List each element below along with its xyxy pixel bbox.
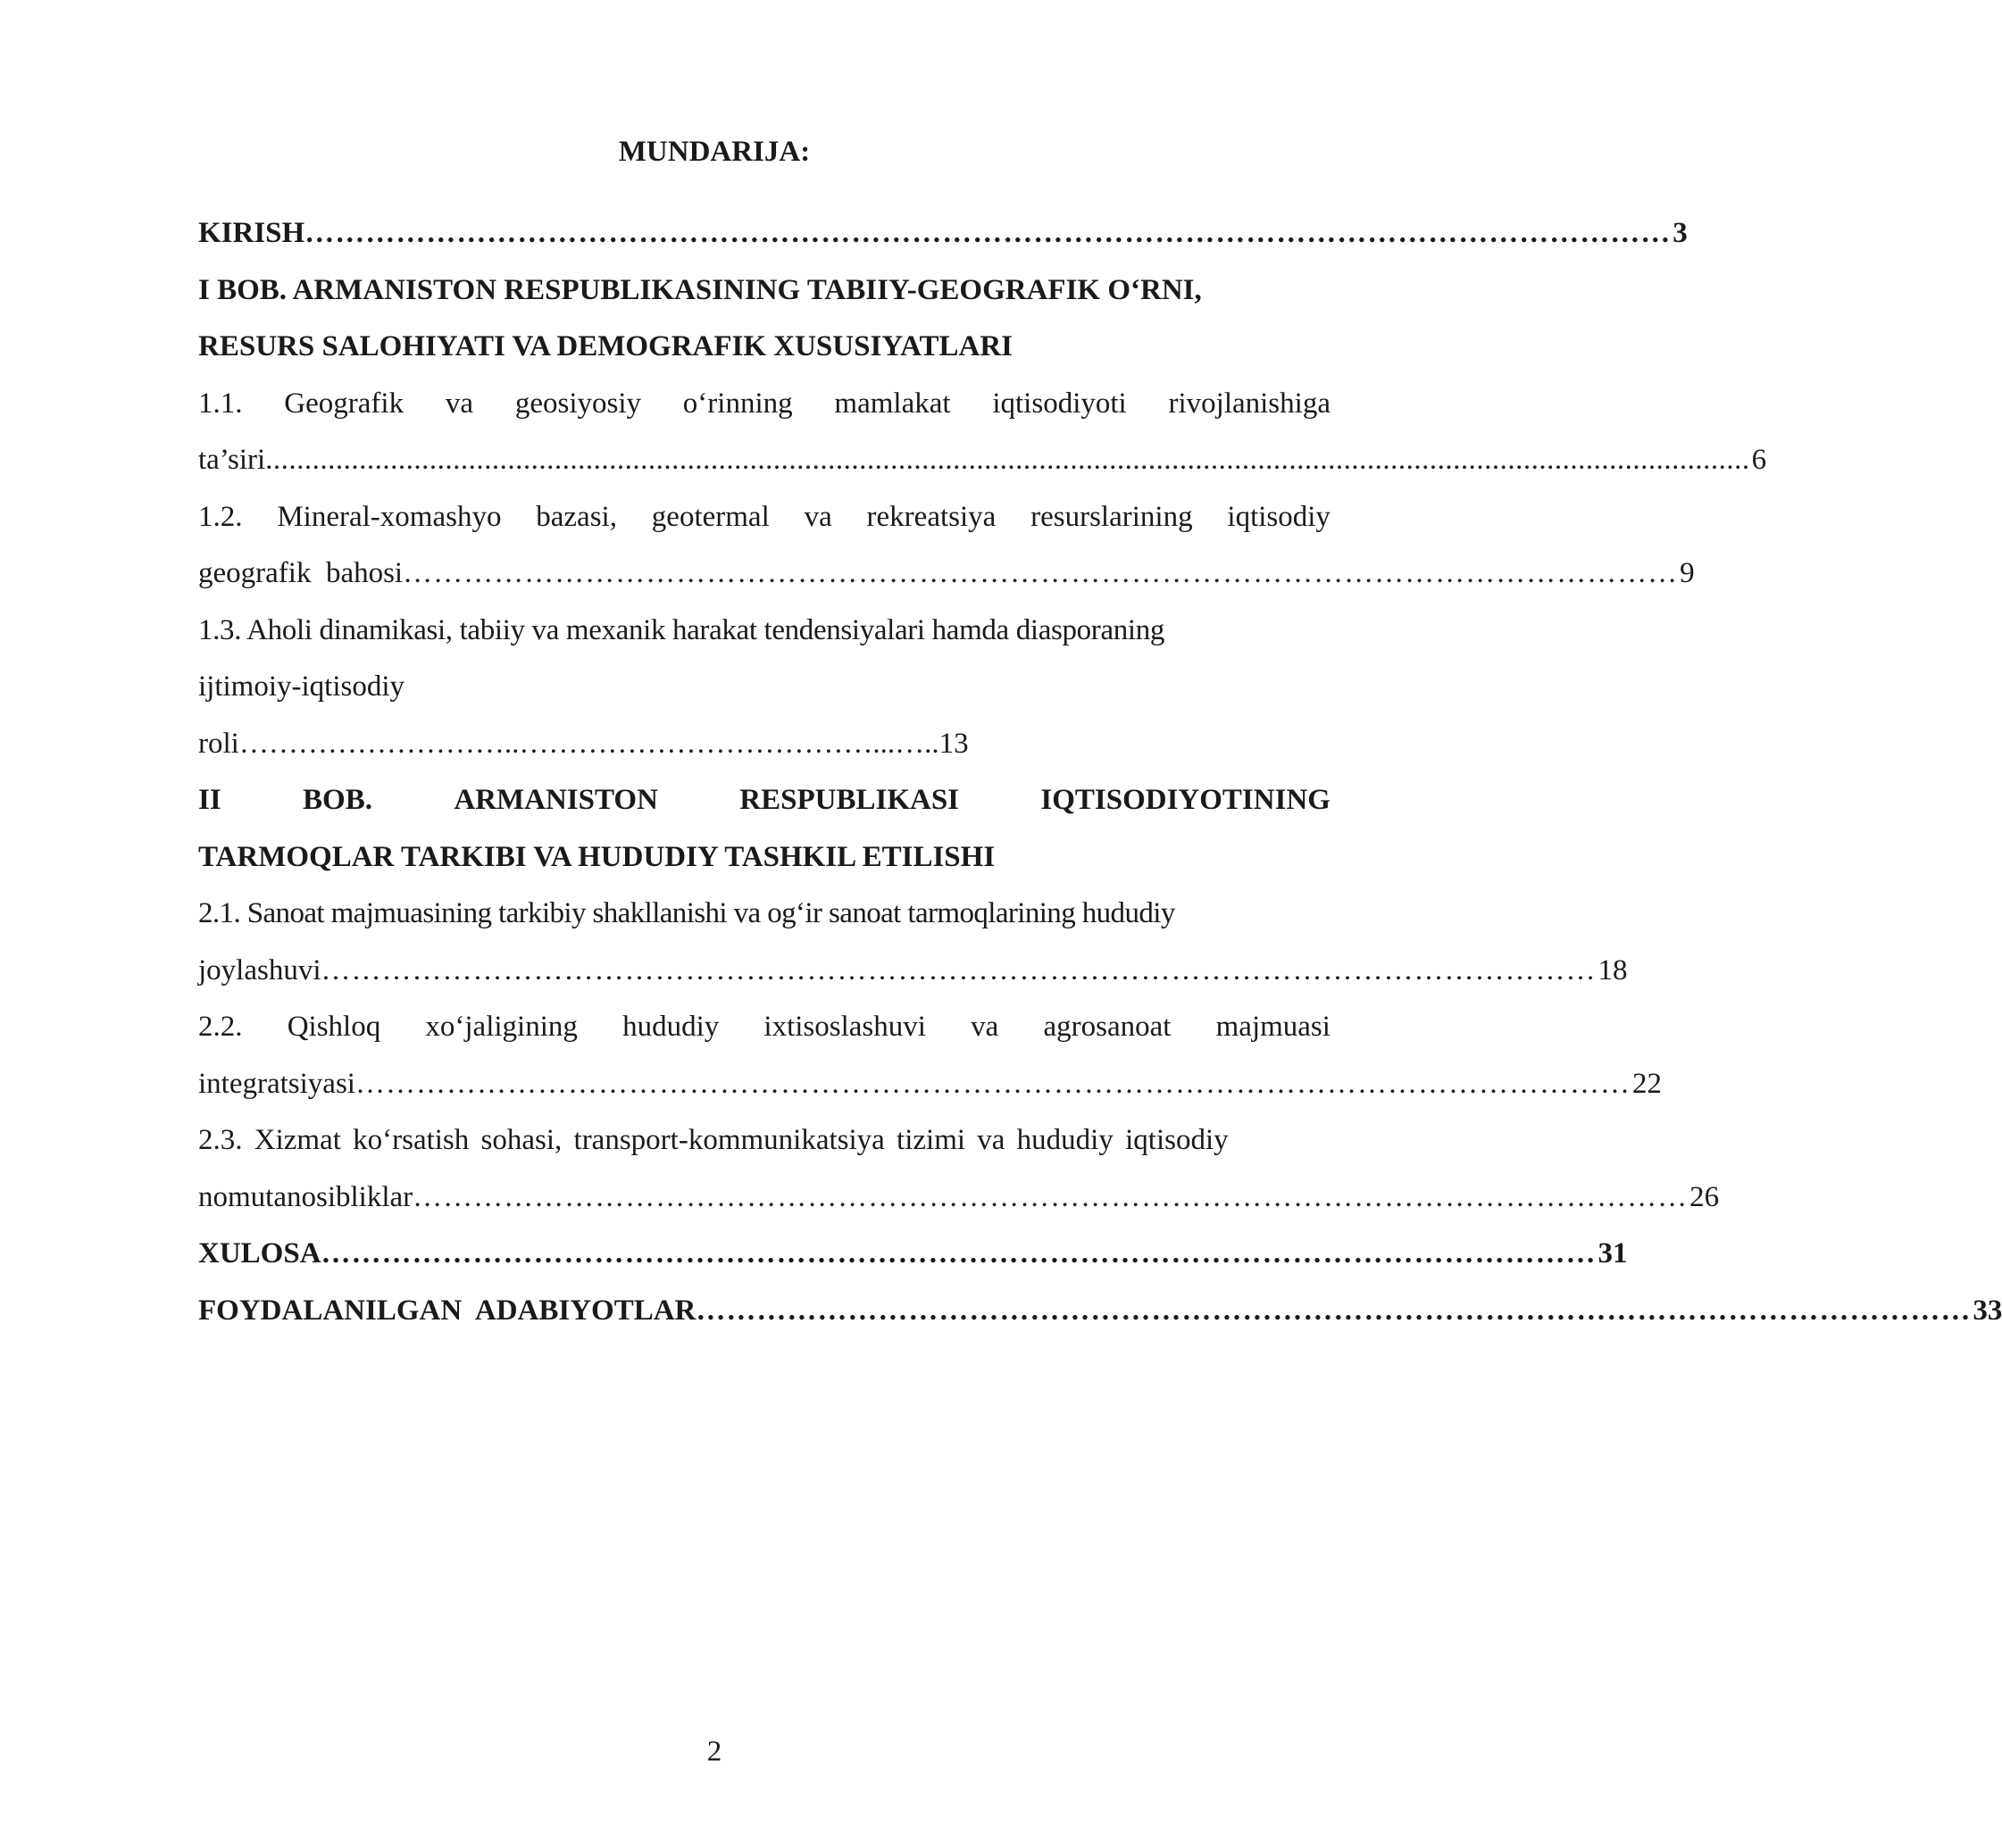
toc-page-number: 31 xyxy=(1597,1237,1628,1269)
page-number: 2 xyxy=(706,1736,722,1768)
dot-leader: ………………………..………………………………...….. xyxy=(238,727,939,760)
toc-section-1-3-line-3 xyxy=(198,716,1330,773)
word: bazasi, xyxy=(536,500,617,533)
word: rivojlanishiga xyxy=(1168,387,1330,420)
toc-section-1-3-line-2: ijtimoiy-iqtisodiy xyxy=(198,670,405,703)
word: agrosanoat xyxy=(1043,1011,1172,1043)
toc-entry-label: joylashuvi xyxy=(198,953,321,986)
word: II xyxy=(198,784,221,816)
word: va xyxy=(445,387,474,420)
table-of-contents xyxy=(198,205,2002,1339)
toc-section-2-3-line-1: 2.3. Xizmat ko‘rsatish sohasi, transport-kommunikatsiya tizimi va hududiy iqtisodiy xyxy=(198,1124,1229,1156)
toc-section-1-2-line-1 xyxy=(198,489,1330,546)
word: Qishloq xyxy=(287,1011,381,1043)
toc-entry-adabiyotlar xyxy=(198,1283,2002,1340)
word: ixtisoslashuvi xyxy=(763,1011,926,1043)
toc-page-number: 3 xyxy=(1673,217,1688,249)
toc-entry-label: integratsiyasi xyxy=(198,1067,355,1100)
toc-section-1-2-line-2 xyxy=(198,545,1695,603)
toc-page-number: 13 xyxy=(938,727,969,760)
word: xo‘jaligining xyxy=(425,1011,578,1043)
dot-leader: .............................................................................................................................................................................................. xyxy=(265,444,1750,476)
toc-section-1-1-line-1 xyxy=(198,376,1330,433)
word: geosiyosiy xyxy=(514,387,641,420)
toc-section-2-1-line-1: 2.1. Sanoat majmuasining tarkibiy shakllanishi va og‘ir sanoat tarmoqlarining hududiy xyxy=(198,897,1175,929)
toc-entry-xulosa xyxy=(198,1226,1628,1283)
toc-page-number: 33 xyxy=(1973,1294,2002,1327)
word: va xyxy=(971,1011,999,1043)
word: mamlakat xyxy=(834,387,951,420)
dot-leader: ……………………………………………………………………………………………………………… xyxy=(321,1237,1597,1269)
word: RESPUBLIKASI xyxy=(739,784,960,816)
word: rekreatsiya xyxy=(866,500,997,533)
toc-page-number: 18 xyxy=(1597,953,1628,986)
toc-entry-label: nomutanosibliklar xyxy=(198,1180,413,1213)
toc-entry-label: FOYDALANILGAN ADABIYOTLAR xyxy=(198,1294,697,1327)
word: o‘rinning xyxy=(682,387,793,420)
word: BOB. xyxy=(303,784,372,816)
dot-leader: ……………………………………………………………………………………………………………… xyxy=(355,1067,1631,1100)
dot-leader: ……………………………………………………………………………………………………………………… xyxy=(304,217,1672,249)
toc-section-2-2-line-1 xyxy=(198,999,1330,1056)
document-title: MUNDARIJA: xyxy=(618,136,811,168)
toc-section-2-1-line-2 xyxy=(198,943,1628,1000)
toc-section-2-3-line-2 xyxy=(198,1170,1720,1227)
toc-entry-label: XULOSA xyxy=(198,1237,321,1269)
word: resurslarining xyxy=(1030,500,1193,533)
word: ARMANISTON xyxy=(454,784,658,816)
dot-leader: ……………………………………………………………………………………………………………… xyxy=(403,557,1679,589)
toc-page-number: 9 xyxy=(1680,557,1695,589)
word: majmuasi xyxy=(1215,1011,1330,1043)
toc-entry-label: geografik bahosi xyxy=(198,557,404,589)
toc-chapter-1-line-1: I BOB. ARMANISTON RESPUBLIKASINING TABIIY-GEOGRAFIK O‘RNI, xyxy=(198,273,1202,306)
toc-entry-label: ta’siri xyxy=(198,444,266,476)
dot-leader: ……………………………………………………………………………………………………………… xyxy=(321,953,1597,986)
word: IQTISODIYOTINING xyxy=(1040,784,1330,816)
toc-section-1-3-line-1: 1.3. Aholi dinamikasi, tabiiy va mexanik harakat tendensiyalari hamda diasporaning xyxy=(198,613,1165,646)
toc-chapter-2-line-2: TARMOQLAR TARKIBI VA HUDUDIY TASHKIL ETILISHI xyxy=(198,840,996,873)
toc-page-number: 6 xyxy=(1751,444,1767,476)
word: 2.2. xyxy=(198,1011,243,1043)
toc-chapter-2-line-1 xyxy=(198,772,1330,829)
word: 1.1. xyxy=(198,387,243,420)
toc-chapter-1-line-2: RESURS SALOHIYATI VA DEMOGRAFIK XUSUSIYATLARI xyxy=(198,330,1014,362)
word: hududiy xyxy=(622,1011,720,1043)
word: iqtisodiy xyxy=(1227,500,1330,533)
word: Mineral-xomashyo xyxy=(277,500,502,533)
toc-section-1-1-line-2 xyxy=(198,432,1767,489)
word: Geografik xyxy=(284,387,405,420)
dot-leader: ……………………………………………………………………………………………………………… xyxy=(696,1294,1972,1327)
word: geotermal xyxy=(651,500,770,533)
toc-page-number: 22 xyxy=(1631,1067,1662,1100)
toc-entry-kirish xyxy=(198,205,1688,262)
word: va xyxy=(804,500,832,533)
toc-entry-label: KIRISH xyxy=(198,217,305,249)
word: iqtisodiyoti xyxy=(992,387,1127,420)
toc-entry-label: roli xyxy=(198,727,239,760)
toc-section-2-2-line-2 xyxy=(198,1056,1662,1113)
dot-leader: ……………………………………………………………………………………………………………… xyxy=(413,1180,1689,1213)
word: 1.2. xyxy=(198,500,243,533)
toc-page-number: 26 xyxy=(1689,1180,1720,1213)
